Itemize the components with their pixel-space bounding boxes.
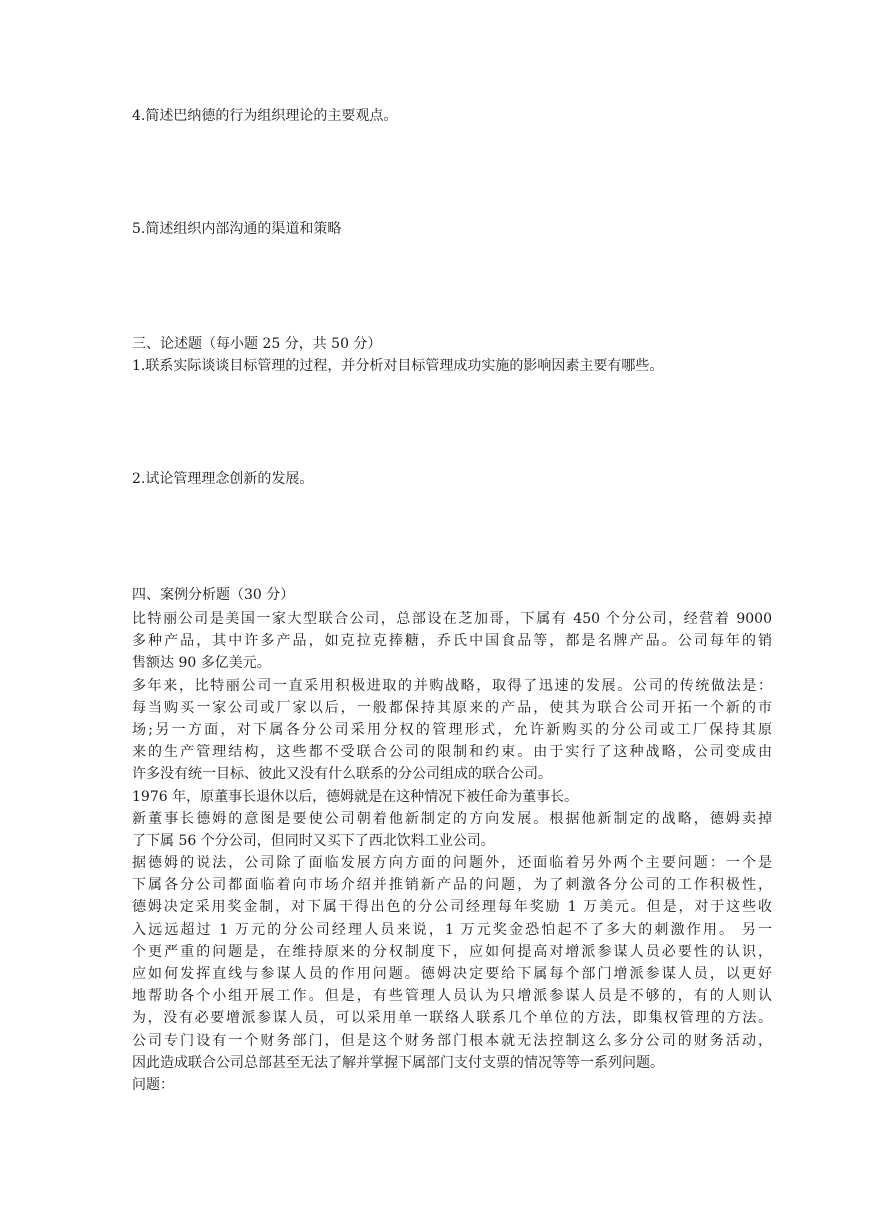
case-line: 来的生产管理结构，这些都不受联合公司的限制和约束。由于实行了这种战略，公司变成由 — [132, 744, 772, 761]
case-line: 因此造成联合公司总部甚至无法了解并掌握下属部门支付支票的情况等等一系列问题。 — [132, 1054, 664, 1071]
case-line: 个更严重的问题是，在维持原来的分权制度下，应如何提高对增派参谋人员必要性的认识， — [132, 943, 772, 960]
case-line: 入远远超过 1 万元的分公司经理人员来说，1 万元奖金恐怕起不了多大的刺激作用。 另一 — [132, 921, 772, 938]
case-line: 应如何发挥直线与参谋人员的作用问题。德姆决定要给下属每个部门增派参谋人员，以更好 — [132, 966, 772, 982]
question-4: 4.简述巴纳德的行为组织理论的主要观点。 — [132, 108, 398, 124]
case-line: 1976 年，原董事长退休以后，德姆就是在这种情况下被任命为董事长。 — [132, 788, 579, 805]
case-line: 新董事长德姆的意图是要使公司朝着他新制定的方向发展。根据他新制定的战略，德姆卖掉 — [132, 810, 772, 827]
case-line: 下属各分公司都面临着向市场介绍并推销新产品的问题，为了刺激各分公司的工作积极性， — [132, 877, 772, 894]
case-line: 公司专门设有一个财务部门，但是这个财务部门根本就无法控制这么多分公司的财务活动， — [132, 1032, 772, 1049]
case-line: 售额达 90 多亿美元。 — [132, 655, 271, 672]
case-line: 多年来，比特丽公司一直采用积极进取的并购战略，取得了迅速的发展。公司的传统做法是： — [132, 677, 772, 694]
case-line: 地帮助各个小组开展工作。但是，有些管理人员认为只增派参谋人员是不够的，有的人则认 — [132, 988, 772, 1005]
case-line: 每当购买一家公司或厂家以后，一般都保持其原来的产品，使其为联合公司开拓一个新的市 — [132, 699, 772, 716]
section-3-question-1: 1.联系实际谈谈目标管理的过程，并分析对目标管理成功实施的影响因素主要有哪些。 — [132, 358, 664, 374]
case-line: 许多没有统一目标、彼此又没有什么联系的分公司组成的联合公司。 — [132, 766, 552, 783]
case-line: 了下属 56 个分公司，但同时又买下了西北饮料工业公司。 — [132, 832, 495, 849]
case-line: 比特丽公司是美国一家大型联合公司，总部设在芝加哥，下属有 450 个分公司，经营着 9000 — [132, 611, 772, 627]
case-questions-label: 问题： — [132, 1076, 174, 1093]
section-3-question-2: 2.试论管理理念创新的发展。 — [132, 471, 314, 487]
section-3-heading: 三、论述题（每小题 25 分，共 50 分） — [132, 336, 382, 352]
case-line: 场;另一方面，对下属各分公司采用分权的管理形式，允许新购买的分公司或工厂保持其原 — [132, 721, 772, 738]
case-study-text — [132, 608, 772, 1096]
case-line: 为，没有必要增派参谋人员，可以采用单一联络人联系几个单位的方法，即集权管理的方法。 — [132, 1010, 772, 1027]
question-5: 5.简述组织内部沟通的渠道和策略 — [132, 221, 342, 237]
case-line: 据德姆的说法，公司除了面临发展方向方面的问题外，还面临着另外两个主要问题：一个是 — [132, 855, 772, 872]
case-line: 多种产品，其中许多产品，如克拉克捧糖，乔氏中国食品等，都是名牌产品。公司每年的销 — [132, 633, 772, 650]
section-4-heading: 四、案例分析题（30 分） — [132, 587, 295, 603]
case-line: 德姆决定采用奖金制，对下属干得出色的分公司经理每年奖励 1 万美元。但是，对于这些收 — [132, 899, 772, 916]
